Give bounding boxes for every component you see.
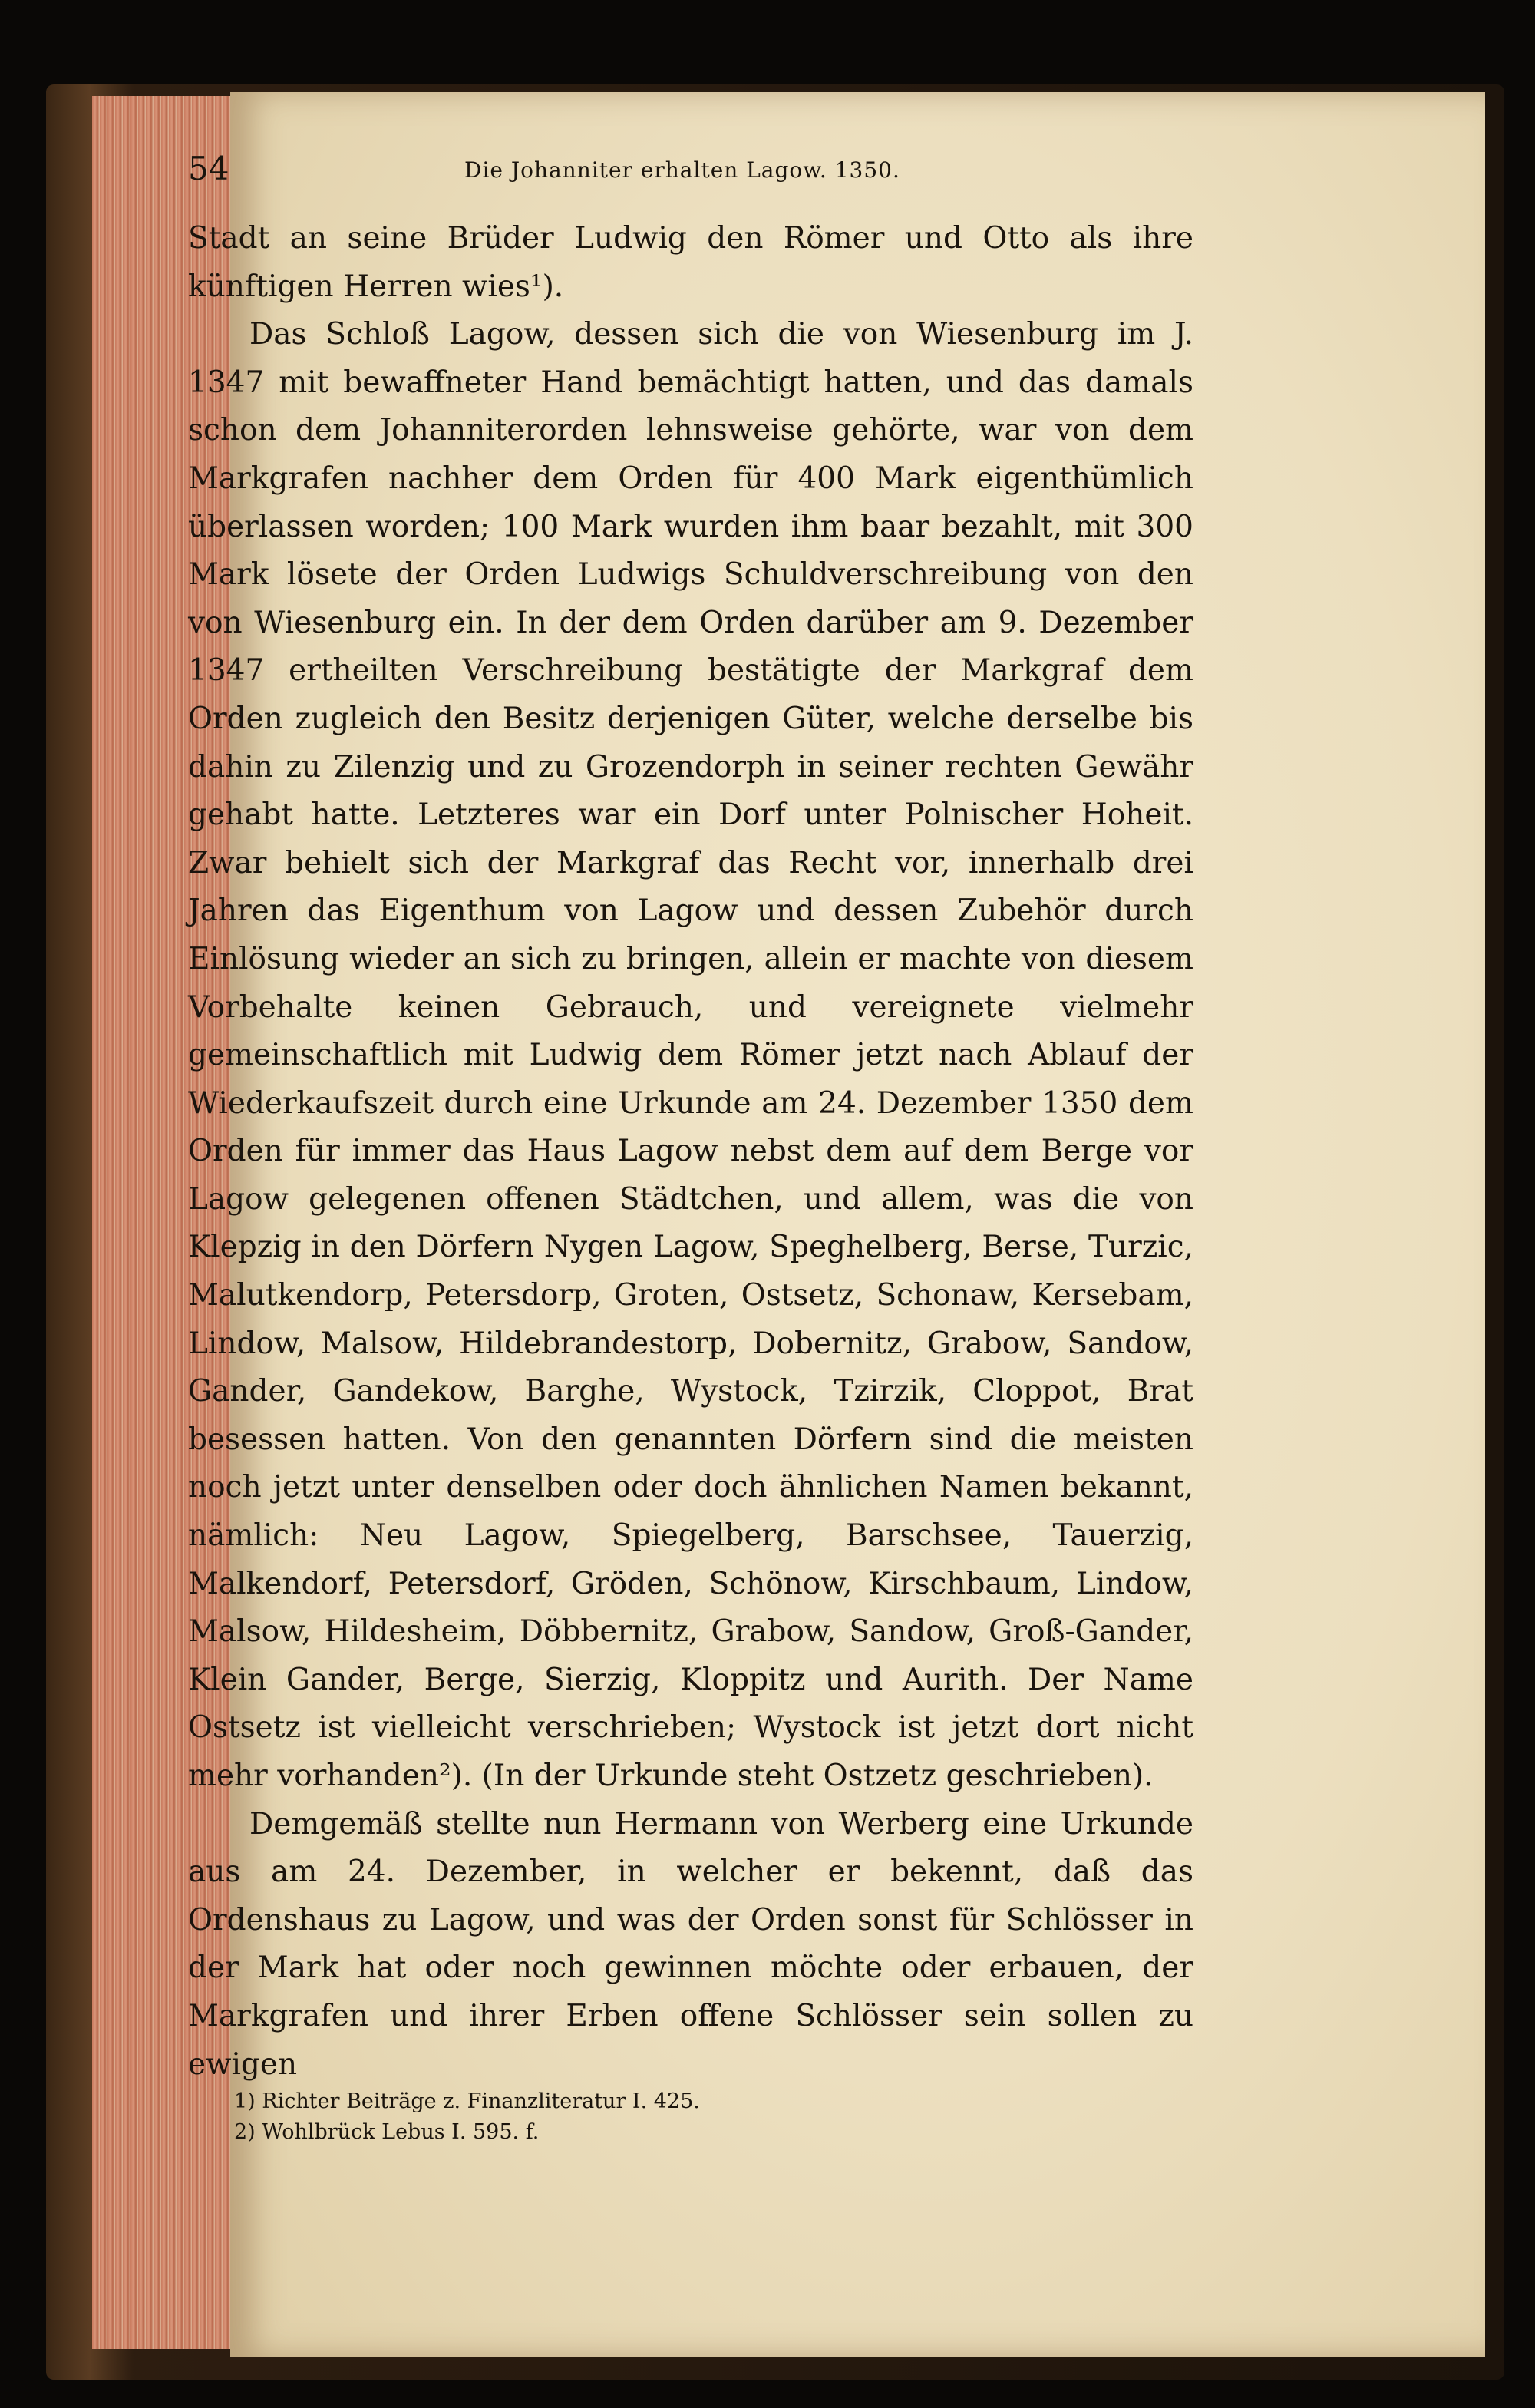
paragraph-1: Stadt an seine Brüder Ludwig den Römer und Otto als ihre künftigen Herren wies¹).	[188, 221, 1193, 304]
running-head	[188, 150, 1147, 203]
page-number: 54	[188, 150, 229, 187]
paragraph-3: Demgemäß stellte nun Hermann von Werberg eine Urkunde aus am 24. Dezember, in welcher er bekennt, daß das Ordenshaus zu Lagow, und was der Orden sonst für Schlösser in der Mark hat oder noch gewinnen möchte oder erbauen, der Markgrafen und ihrer Erben offene Schlösser sein sollen zu ewigen	[188, 1806, 1193, 2082]
footnote-1: 1) Richter Beiträge z. Finanzliteratur I. 425.	[234, 2089, 700, 2113]
footnotes	[234, 2086, 1155, 2148]
running-title: Die Johanniter erhalten Lagow. 1350.	[464, 157, 900, 183]
footnote-2: 2) Wohlbrück Lebus I. 595. f.	[234, 2120, 540, 2144]
body-text	[188, 215, 1193, 2089]
paragraph-2: Das Schloß Lagow, dessen sich die von Wiesenburg im J. 1347 mit bewaffneter Hand bemächtigt hatten, und das damals schon dem Johanniterorden lehnsweise gehörte, war von dem Markgrafen nachher dem Orden für 400 Mark eigenthümlich überlassen worden; 100 Mark wurden ihm baar bezahlt, mit 300 Mark lösete der Orden Ludwigs Schuldverschreibung von den von Wiesenburg ein. In der dem Orden darüber am 9. Dezember 1347 ertheilten Verschreibung bestätigte der Markgraf dem Orden zugleich den Besitz derjenigen Güter, welche derselbe bis dahin zu Zilenzig und zu Grozendorph in seiner rechten Gewähr gehabt hatte. Letzteres war ein Dorf unter Polnischer Hoheit. Zwar behielt sich der Markgraf das Recht vor, innerhalb drei Jahren das Eigenthum von Lagow und dessen Zubehör durch Einlösung wieder an sich zu bringen, allein er machte von diesem Vorbehalte keinen Gebrauch, und vereignete vielmehr gemeinschaftlich mit Ludwig dem Römer jetzt nach Ablauf der Wiederkaufszeit durch eine Urkunde am 24. Dezember 1350 dem Orden für immer das Haus Lagow nebst dem auf dem Berge vor Lagow gelegenen offenen Städtchen, und allem, was die von Klepzig in den Dörfern Nygen Lagow, Speghelberg, Berse, Turzic, Malutkendorp, Petersdorp, Groten, Ostsetz, Schonaw, Kersebam, Lindow, Malsow, Hildebrandestorp, Dobernitz, Grabow, Sandow, Gander, Gandekow, Barghe, Wystock, Tzirzik, Cloppot, Brat besessen hatten. Von den genannten Dörfern sind die meisten noch jetzt unter denselben oder doch ähnlichen Namen bekannt, nämlich: Neu Lagow, Spiegelberg, Barschsee, Tauerzig, Malkendorf, Petersdorf, Gröden, Schönow, Kirschbaum, Lindow, Malsow, Hildesheim, Döbbernitz, Grabow, Sandow, Groß-Gander, Klein Gander, Berge, Sierzig, Kloppitz und Aurith. Der Name Ostsetz ist vielleicht verschrieben; Wystock ist jetzt dort nicht mehr vorhanden²). (In der Urkunde steht Ostzetz geschrieben).	[188, 317, 1193, 1793]
